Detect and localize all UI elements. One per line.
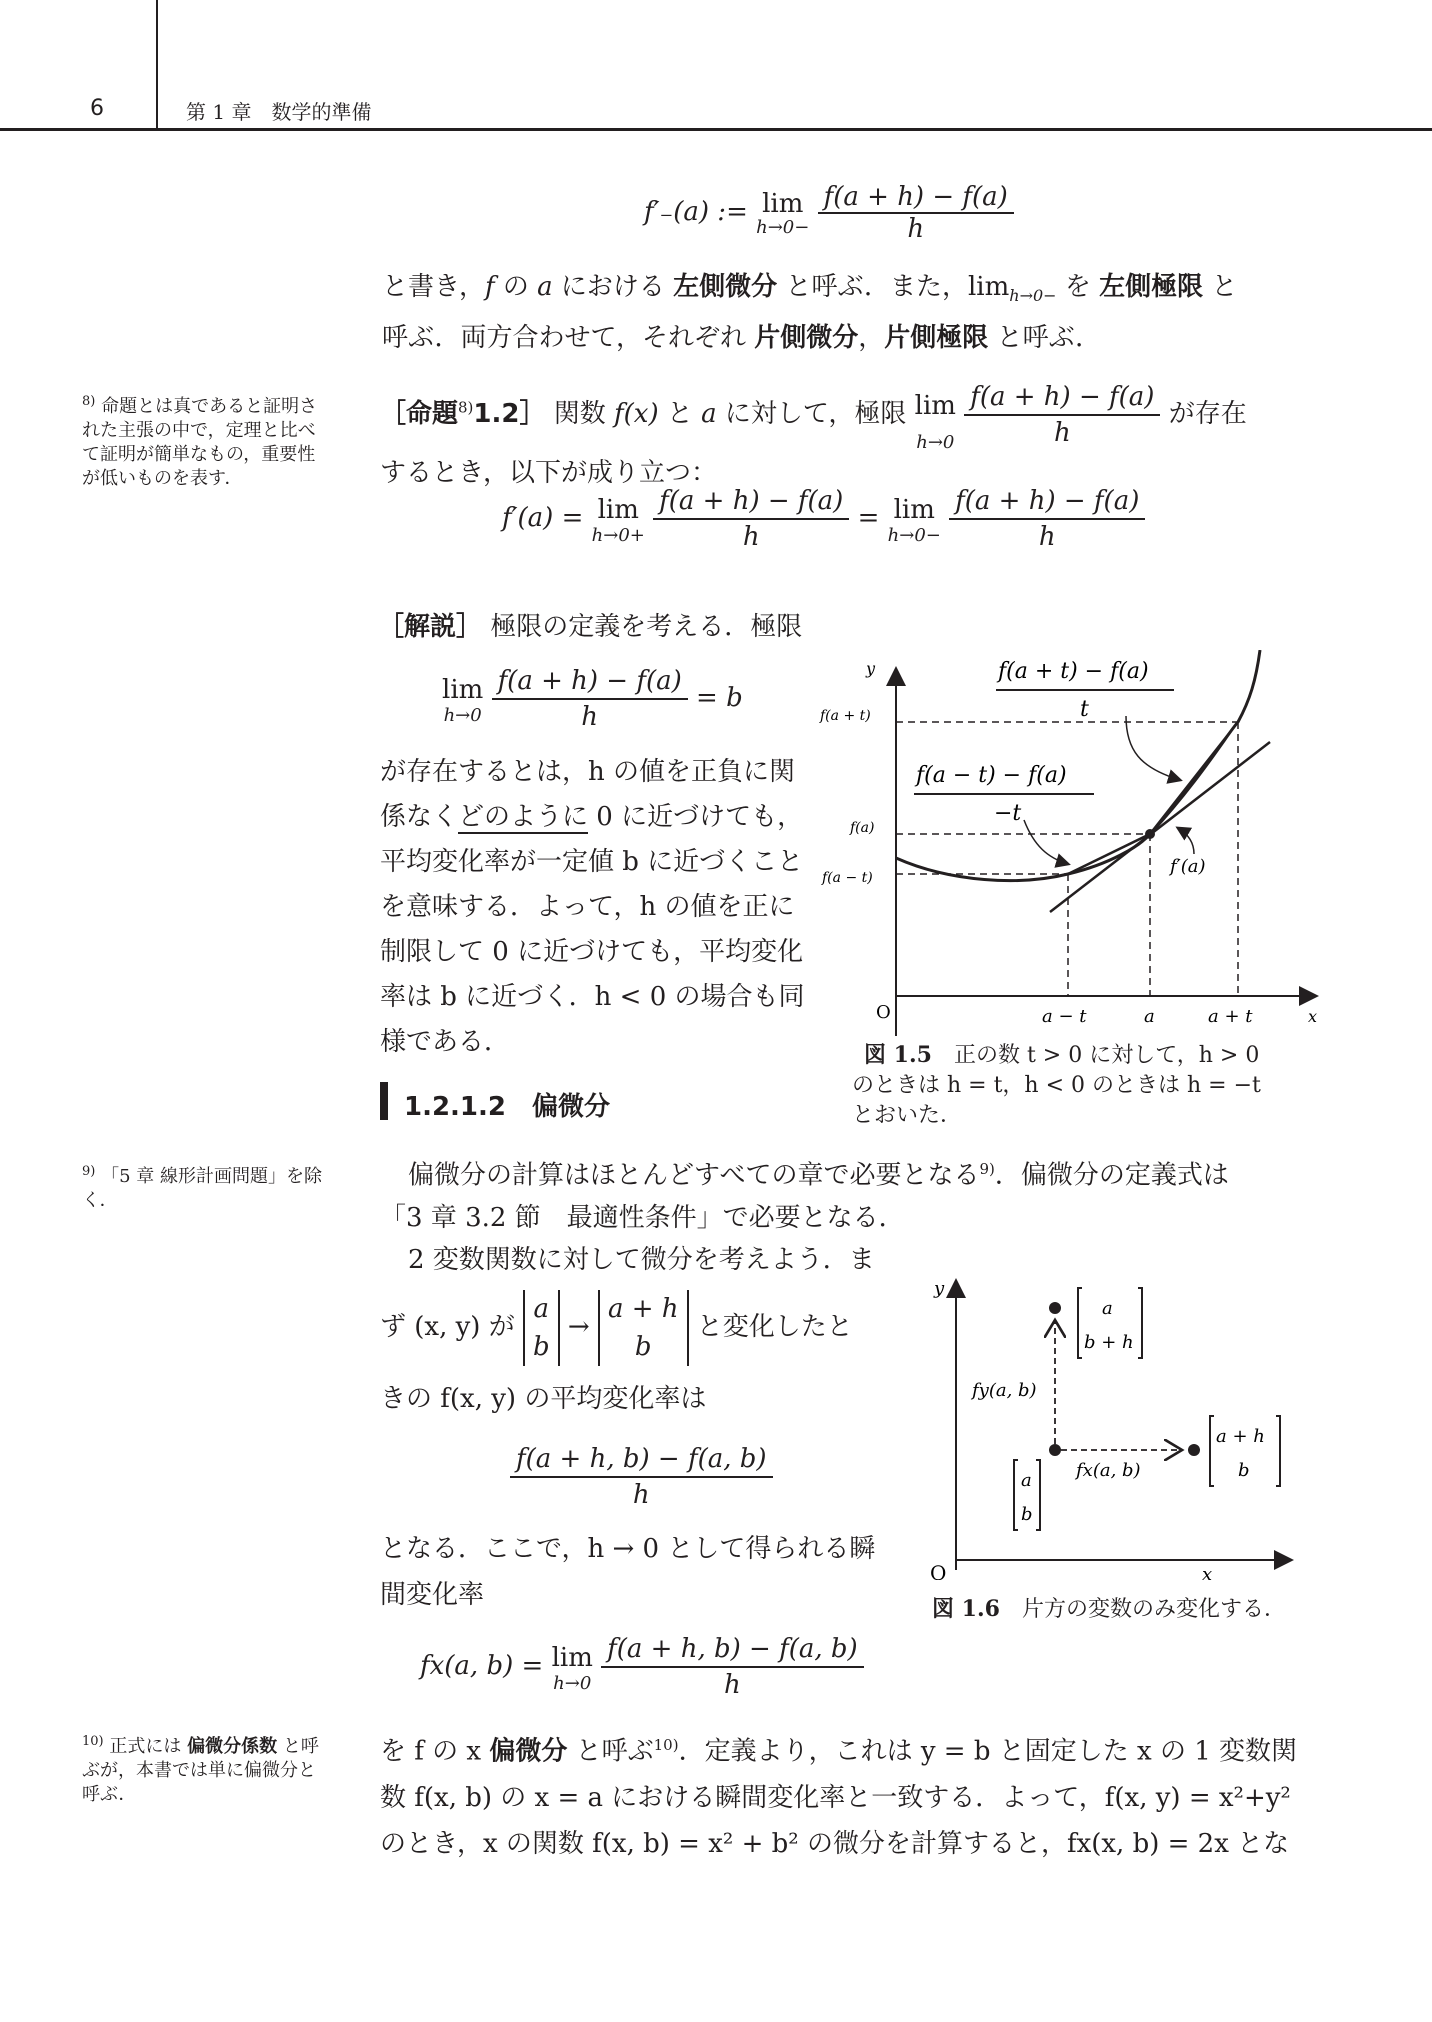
text: 間変化率 [380,1580,485,1610]
header-divider [156,0,158,130]
tick-a: a [1144,1006,1155,1027]
text: を [1056,272,1100,302]
eq-rhs: = b [696,683,743,713]
frac-num: f(a + h) − f(a) [949,484,1145,520]
point-a [1145,829,1155,839]
frac-num: f(a + h) − f(a) [818,182,1014,214]
text: 0 に近づけても， [588,802,804,832]
equation-proposition [502,484,1145,554]
note-text: 正式には [109,1736,188,1757]
eq-lhs: f′(a) = [502,503,584,533]
lim: lim [442,675,484,705]
note-term: 偏微分係数 [187,1736,278,1757]
prop-label: ［命題 [380,399,459,429]
vec-right-top: a + h [1216,1426,1265,1447]
caption-text: 正の数 t > 0 に対して，h > 0 [953,1043,1260,1068]
point-a-bh [1049,1302,1061,1314]
lim: lim [914,391,956,421]
vec-up-top: a [1102,1298,1113,1319]
pointer-minus [1024,820,1068,864]
pointer-deriv [1178,828,1194,854]
lim-sub: h→0− [756,217,810,238]
note-text: 命題とは真であると証明された主張の中で，定理と比べて証明が簡単なもの，重要性が低いものを表す． [82,396,318,489]
note-mark: 8) [82,394,96,409]
point-ah-b [1188,1444,1200,1456]
lim: lim [893,495,935,525]
term-one-sided-limit: 片側極限 [884,323,989,354]
lim-sub: h→0 [916,432,955,453]
prop-number: 1.2］ [473,399,546,429]
commentary-line: 制限して 0 に近づけても，平均変化 [380,937,804,967]
commentary-line: 様である． [380,1027,511,1057]
lim: lim [967,272,1010,302]
origin-label: O [930,1561,947,1580]
text: を f の x [380,1736,490,1767]
fy-label: fy(a, b) [972,1380,1037,1401]
text: における [552,272,674,302]
figure-1-5 [810,650,1330,1040]
underlined-text: どのように [458,802,589,832]
page-number: 6 [90,96,104,121]
term-left-limit: 左側極限 [1099,272,1204,302]
figure-1-6 [920,1270,1300,1580]
equation-fx [420,1632,864,1702]
arrow: → [567,1312,590,1342]
note-text: と呼ぶが，本書では単に偏微分と呼ぶ． [82,1736,319,1805]
pointer-plus [1126,716,1180,780]
tick-fat: f(a + t) [820,708,871,724]
x-label: x [1308,1007,1318,1026]
eq-lhs: fx(a, b) = [420,1651,544,1681]
text: の [494,272,538,302]
vec-top: a [533,1294,550,1324]
frac-plus-den: t [1080,697,1089,722]
figure-1-6-caption [932,1594,1286,1625]
text: 数 f(x, b) の x = a における瞬間変化率と一致する．よって，f(x, y) = x²+y² [380,1782,1291,1813]
section-bar [380,1082,388,1120]
math-f: f [484,272,495,302]
vec-right-bot: b [1238,1460,1250,1481]
lim-sub: h→0− [1009,286,1057,306]
margin-note-8 [82,390,332,491]
margin-note-10 [82,1730,332,1807]
prop-sup: 8) [458,398,474,417]
text: が存在 [1168,399,1247,429]
text: ず (x, y) が [380,1312,515,1342]
text: 2 変数関数に対して微分を考えよう．ま [408,1244,875,1275]
text: ．偏微分の定義式は [994,1160,1229,1191]
frac-num: f(a + h) − f(a) [964,380,1160,416]
text: ．定義より，これは y = b と固定した x の 1 変数関 [678,1736,1298,1767]
frac-den: h [742,522,760,552]
eq-lhs: f′₋(a) := [644,197,748,227]
lim-sub: h→0− [887,525,941,546]
frac-num: f(a + h) − f(a) [653,484,849,520]
vector-ahb [598,1290,689,1366]
vec-base-bot: b [1021,1504,1033,1525]
text: きの f(x, y) の平均変化率は [380,1384,707,1414]
caption-label: 図 1.5 [864,1042,932,1068]
lim: lim [597,495,639,525]
paragraph-partial [380,1148,1300,1281]
frac-den: h [1053,418,1071,448]
text: と [658,399,702,429]
lim-sub: h→0+ [591,525,645,546]
y-label: y [866,659,876,678]
secant-minus [1068,834,1150,874]
frac-plus-num: f(a + t) − f(a) [998,659,1149,684]
commentary-body [380,750,810,1065]
math-a: a [537,272,553,302]
commentary-line: 率は b に近づく．h < 0 の場合も同 [380,982,805,1012]
x-label: x [1202,1564,1213,1580]
y-label: y [934,1278,945,1299]
section-title: 偏微分 [532,1092,611,1122]
caption-text: 片方の変数のみ変化する． [1021,1597,1286,1622]
chapter-title: 第 1 章 数学的準備 [186,100,372,124]
text: と [1203,272,1238,302]
equation-average-rate [510,1442,773,1512]
text: 関数 [553,399,615,429]
text: のとき，x の関数 f(x, b) = x² + b² の微分を計算すると，fx(x, b) = 2x とな [380,1828,1290,1859]
frac-num: f(a + h, b) − f(a, b) [601,1632,864,1668]
frac-minus-num: f(a − t) − f(a) [916,763,1067,788]
tangent-line [1050,742,1270,912]
paragraph-left-derivative [382,266,1292,359]
commentary-line: 平均変化率が一定値 b に近づくこと [380,847,804,877]
vec-bot: b [634,1332,652,1362]
section-heading [404,1086,610,1123]
point-ab [1049,1444,1061,1456]
text: と呼ぶ．また， [777,272,968,302]
commentary-line [380,795,810,840]
text: に対して，極限 [716,399,915,429]
vec-base-top: a [1021,1470,1032,1491]
text: 「3 章 3.2 節 最適性条件」で必要となる． [380,1202,905,1233]
tick-fam: f(a − t) [822,870,873,886]
note-text: 「5 章 線形計画問題」を除く． [82,1166,322,1211]
tick-fa: f(a) [850,820,875,836]
frac-num: f(a + h) − f(a) [492,664,688,700]
text: と呼ぶ [567,1736,654,1767]
vec-top: a + h [607,1294,679,1324]
vec-up-bot: b + h [1084,1332,1134,1353]
commentary-line: を意味する．よって，h の値を正に [380,892,795,922]
caption-text: とおいた． [852,1103,963,1128]
paragraph-instant [380,1526,875,1618]
lim-sub: h→0 [443,705,482,726]
prop-line2: するとき，以下が成り立つ： [380,458,717,488]
equation-limit-b [442,664,743,734]
equals: = [857,503,880,533]
text: と変化したと [696,1312,853,1342]
math-fx: f(x) [614,399,659,429]
lim: lim [762,189,804,219]
note-mark: 9) [82,1164,96,1179]
text: 極限の定義を考える．極限 [490,612,803,642]
text: となる．ここで，h → 0 として得られる瞬 [380,1534,876,1564]
text: ， [858,323,885,354]
text: と呼ぶ． [988,323,1102,354]
commentary-intro [378,606,802,648]
equation-left-derivative [644,182,1014,244]
paragraph-partial-definition [380,1722,1310,1867]
vec-bot: b [532,1332,550,1362]
header-rule [0,128,1432,131]
frac-minus-den: −t [994,801,1022,826]
proposition-1-2 [380,378,1300,494]
figure-1-5-caption [852,1040,1302,1131]
note-ref: 9) [979,1160,995,1178]
frac-den: h [581,702,599,732]
commentary-label: ［解説］ [378,612,483,642]
frac-den: h [724,1670,741,1700]
term-one-sided-derivative: 片側微分 [754,323,859,354]
caption-label: 図 1.6 [932,1596,1000,1622]
lim-sub: h→0 [553,1673,592,1694]
frac-den: h [632,1480,650,1510]
fx-label: fx(a, b) [1076,1460,1141,1481]
term-left-derivative: 左側微分 [673,272,778,302]
section-number: 1.2.1.2 [404,1092,506,1122]
margin-note-9 [82,1160,332,1213]
math-a: a [701,399,717,429]
text: 偏微分の計算はほとんどすべての章で必要となる [408,1160,980,1191]
tick-amt: a − t [1042,1006,1087,1027]
note-ref: 10) [653,1736,679,1754]
frac-den: h [1038,522,1056,552]
lim: lim [551,1643,593,1673]
text: と書き， [382,272,485,302]
frac-den: h [907,214,925,244]
caption-text: のときは h = t，h < 0 のときは h = −t [852,1073,1261,1098]
text: 係なく [380,802,459,832]
note-mark: 10) [82,1734,104,1749]
tick-apt: a + t [1208,1006,1253,1027]
commentary-line: が存在するとは，h の値を正負に関 [380,757,796,787]
vector-change-line [380,1290,853,1366]
frac-num: f(a + h, b) − f(a, b) [510,1442,773,1478]
term-partial-derivative: 偏微分 [489,1736,568,1767]
vector-ab [523,1290,560,1366]
text: 呼ぶ．両方合わせて，それぞれ [382,323,755,354]
origin-label: O [876,1002,891,1023]
deriv-label: f′(a) [1170,856,1206,877]
